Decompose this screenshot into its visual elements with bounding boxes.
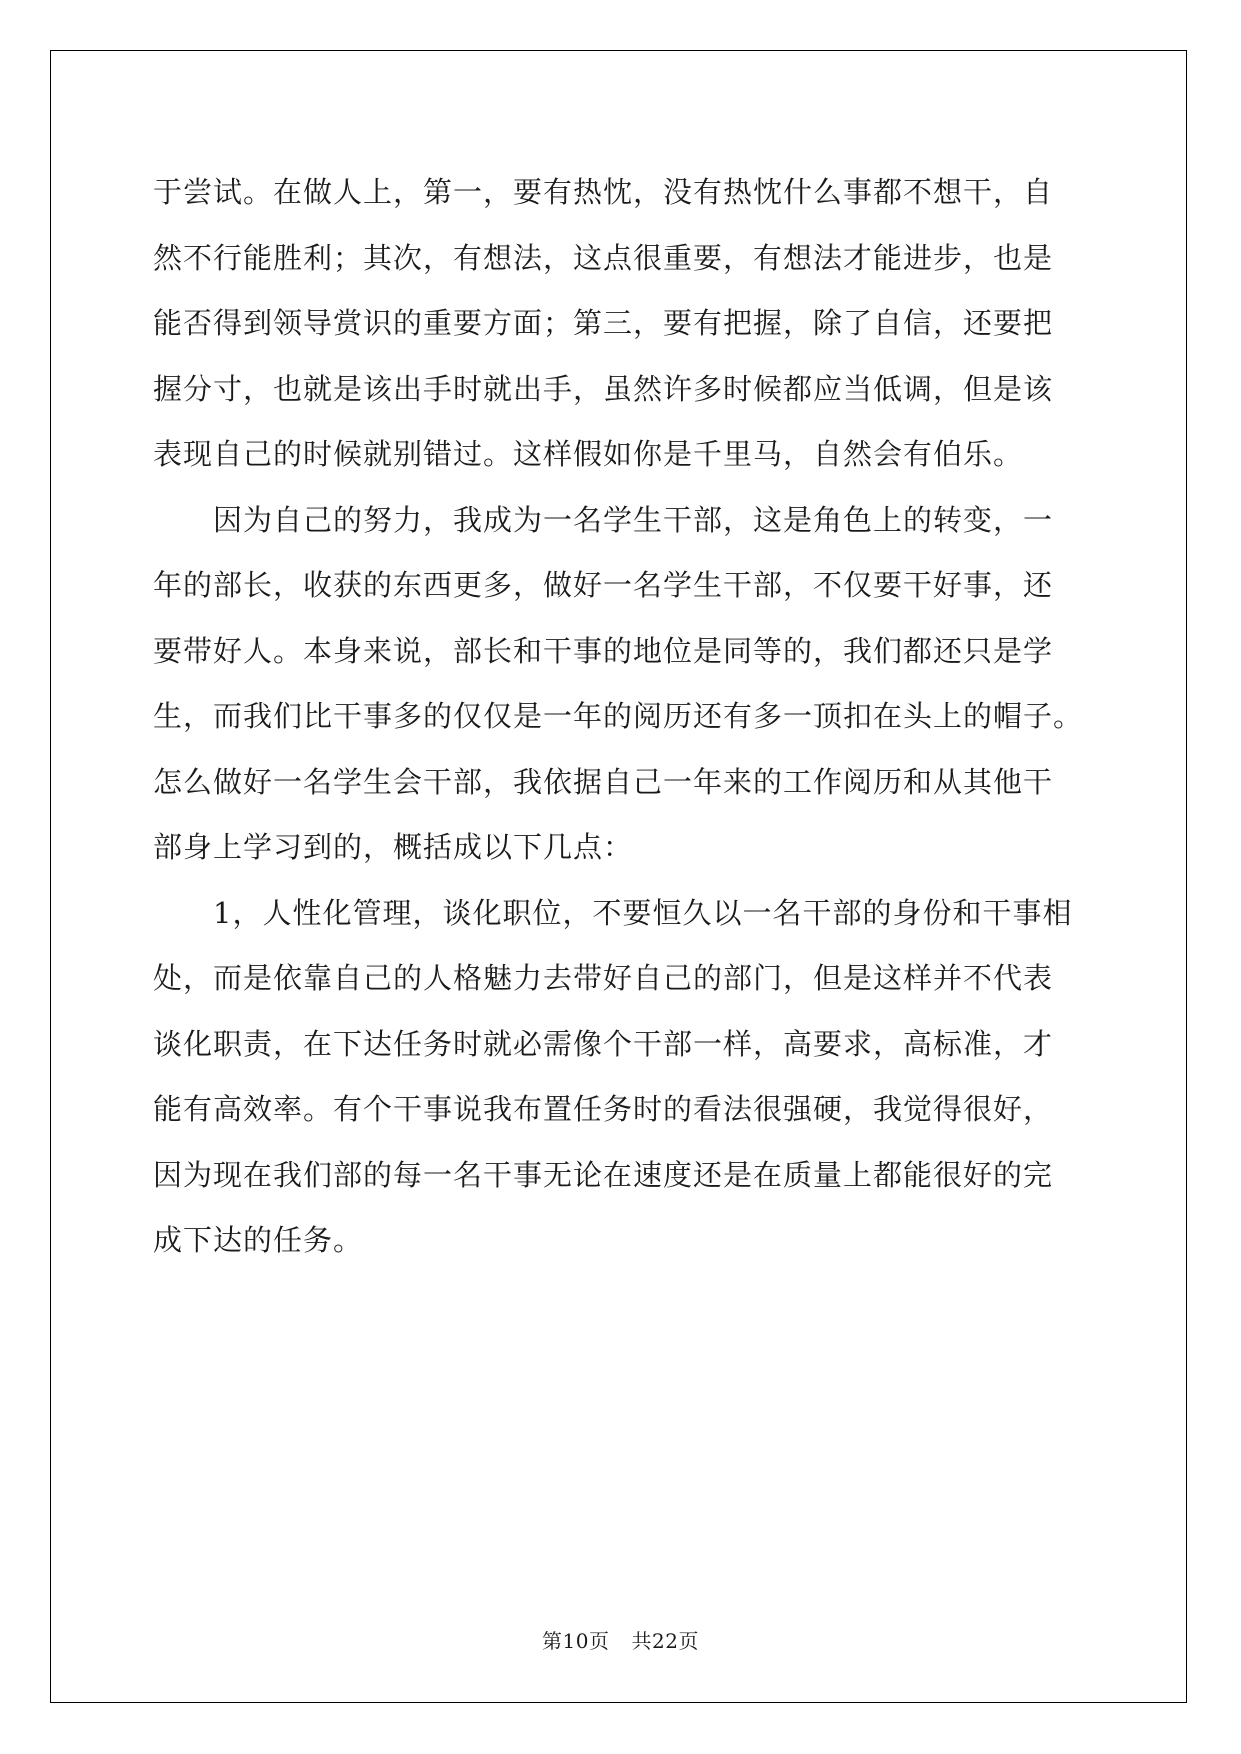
text-line: 谈化职责，在下达任务时就必需像个干部一样，高要求，高标准，才 [153,1026,1054,1061]
text-line: 于尝试。在做人上，第一，要有热忱，没有热忱什么事都不想干，自 [153,175,1054,209]
text-line: 年的部长，收获的东西更多，做好一名学生干部，不仅要干好事，还 [153,568,1054,602]
page-total: 共22页 [631,1629,699,1653]
text-line: 要带好人。本身来说，部长和干事的地位是同等的，我们都还只是学 [153,633,1054,668]
text-line: 部身上学习到的，概括成以下几点： [153,830,634,864]
text-line: 能否得到领导赏识的重要方面；第三，要有把握，除了自信，还要把 [153,306,1054,340]
text-line: 生，而我们比干事多的仅仅是一年的阅历还有多一顶扣在头上的帽子。 [153,699,1084,733]
text-line: 怎么做好一名学生会干部，我依据自己一年来的工作阅历和从其他干 [153,764,1054,799]
text-line: 表现自己的时候就别错过。这样假如你是千里马，自然会有伯乐。 [153,437,1024,471]
page-number: 第10页 [542,1629,610,1653]
page-footer [0,1625,1241,1654]
paragraph-start-line: 因为自己的努力，我成为一名学生干部，这是角色上的转变，一 [213,502,1054,537]
text-line: 成下达的任务。 [153,1223,364,1257]
text-line: 握分寸，也就是该出手时就出手，虽然许多时候都应当低调，但是该 [153,371,1054,406]
text-line: 因为现在我们部的每一名干事无论在速度还是在质量上都能很好的完 [153,1157,1054,1192]
paragraph-start-line: 1，人性化管理，谈化职位，不要恒久以一名干部的身份和干事相 [213,895,1073,930]
text-line: 处，而是依靠自己的人格魅力去带好自己的部门，但是这样并不代表 [153,961,1054,995]
text-line: 能有高效率。有个干事说我布置任务时的看法很强硬，我觉得很好， [153,1092,1054,1126]
document-body [153,160,1093,1274]
text-line: 然不行能胜利；其次，有想法，这点很重要，有想法才能进步，也是 [153,240,1054,275]
